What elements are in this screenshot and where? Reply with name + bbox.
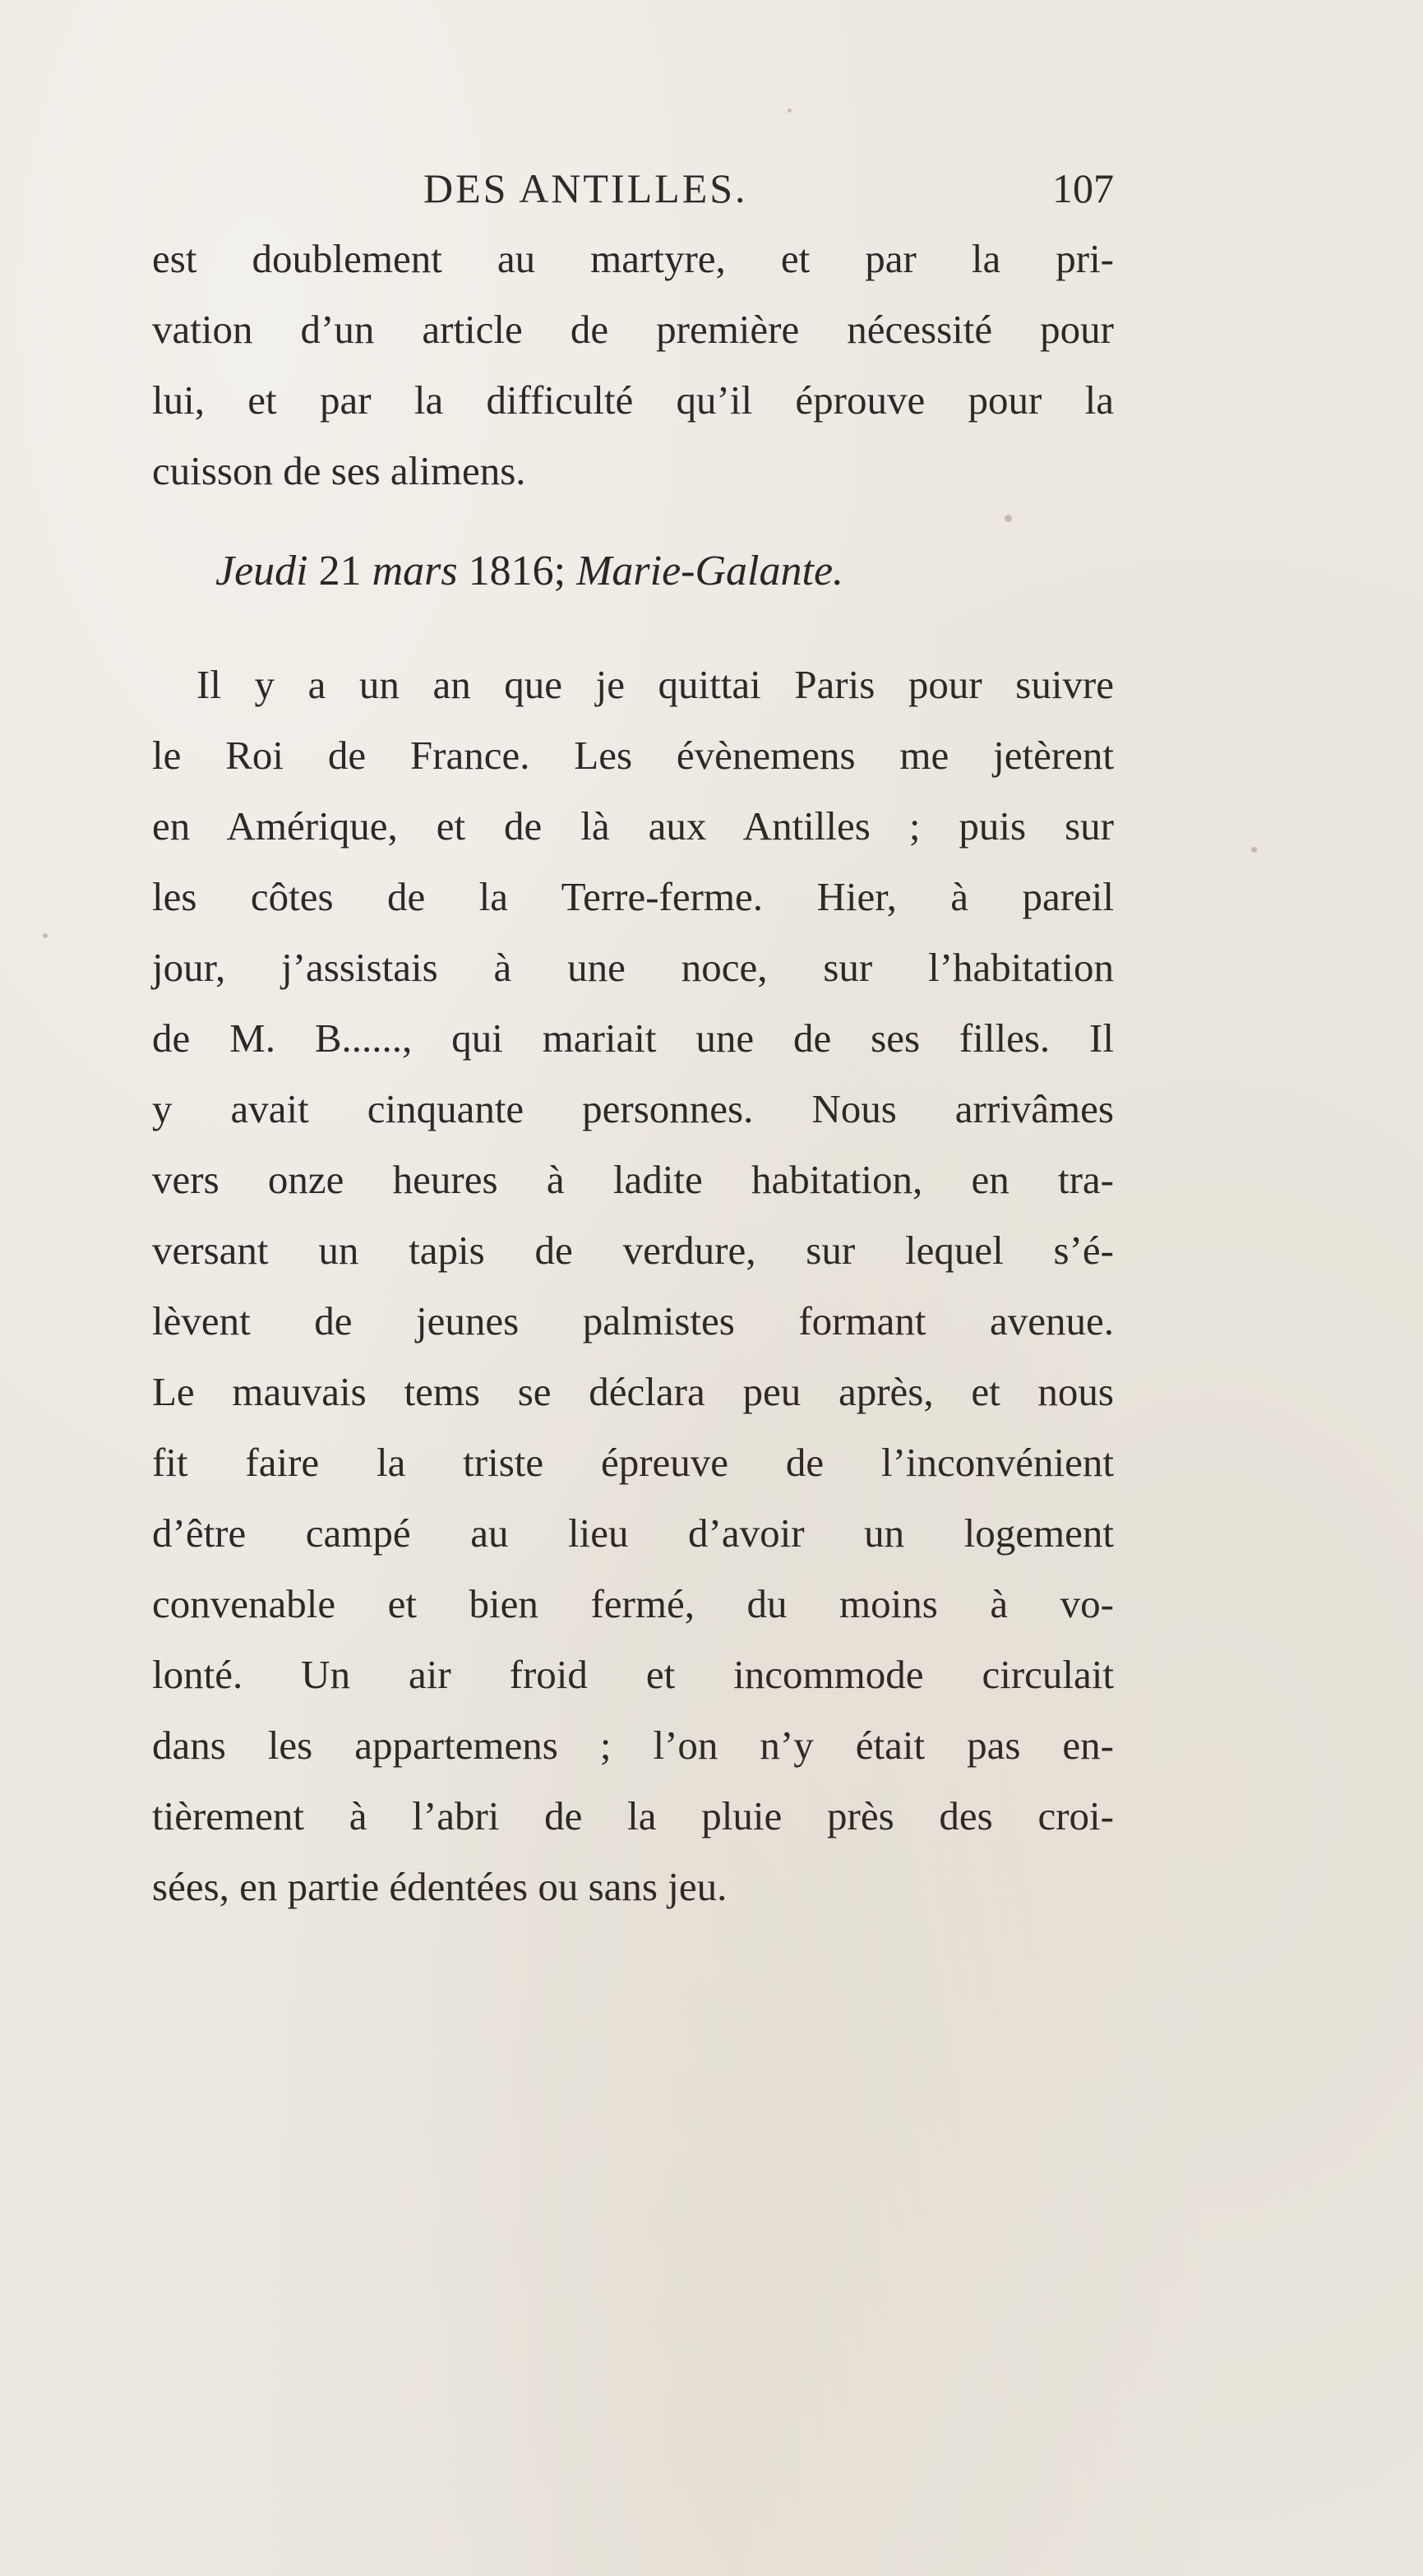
text-line: vation d’un article de première nécessité pour [152,307,1114,352]
heading-day: Jeudi [215,548,308,594]
heading-place: Marie-Galante. [576,548,844,594]
text-line: y avait cinquante personnes. Nous arrivâmes [152,1086,1114,1131]
paper-speck [788,109,792,113]
text-line: fit faire la triste épreuve de l’inconvénient [152,1440,1114,1485]
text-line: convenable et bien fermé, du moins à vo- [152,1581,1114,1626]
text-line: jour, j’assistais à une noce, sur l’habitation [152,945,1114,990]
heading-year: 1816; [457,548,577,594]
text-line: lonté. Un air froid et incommode circulait [152,1652,1114,1697]
paper-speck [43,933,48,938]
text-line: de M. B......, qui mariait une de ses filles. Il [152,1015,1114,1061]
text-line: lui, et par la difficulté qu’il éprouve pour la [152,377,1114,423]
paragraph-main [152,650,1114,1922]
page-header [152,164,1114,222]
text-line: d’être campé au lieu d’avoir un logement [152,1510,1114,1556]
running-title: DES ANTILLES. [423,165,748,211]
paper-speck [1005,515,1012,522]
section-heading [215,547,843,595]
paper-speck [1251,847,1257,853]
text-line: cuisson de ses alimens. [152,448,526,493]
text-line: tièrement à l’abri de la pluie près des croi- [152,1793,1114,1838]
heading-month: mars [372,548,458,594]
paragraph-continuation [152,224,1114,506]
page-number: 107 [1052,165,1114,211]
text-line: en Amérique, et de là aux Antilles ; puis sur [152,803,1114,849]
text-line: est doublement au martyre, et par la pri- [152,236,1114,281]
heading-date-number: 21 [307,548,372,594]
text-line: le Roi de France. Les évènemens me jetèrent [152,733,1114,778]
text-line: sées, en partie édentées ou sans jeu. [152,1864,728,1909]
text-line: Le mauvais tems se déclara peu après, et nous [152,1369,1114,1414]
text-line: Il y a un an que je quittai Paris pour suivre [196,662,1114,707]
text-line: les côtes de la Terre-ferme. Hier, à pareil [152,874,1114,919]
text-line: vers onze heures à ladite habitation, en tra- [152,1157,1114,1202]
text-line: dans les appartemens ; l’on n’y était pas en- [152,1723,1114,1768]
text-line: lèvent de jeunes palmistes formant avenue. [152,1298,1114,1343]
text-line: versant un tapis de verdure, sur lequel s’é- [152,1228,1114,1273]
